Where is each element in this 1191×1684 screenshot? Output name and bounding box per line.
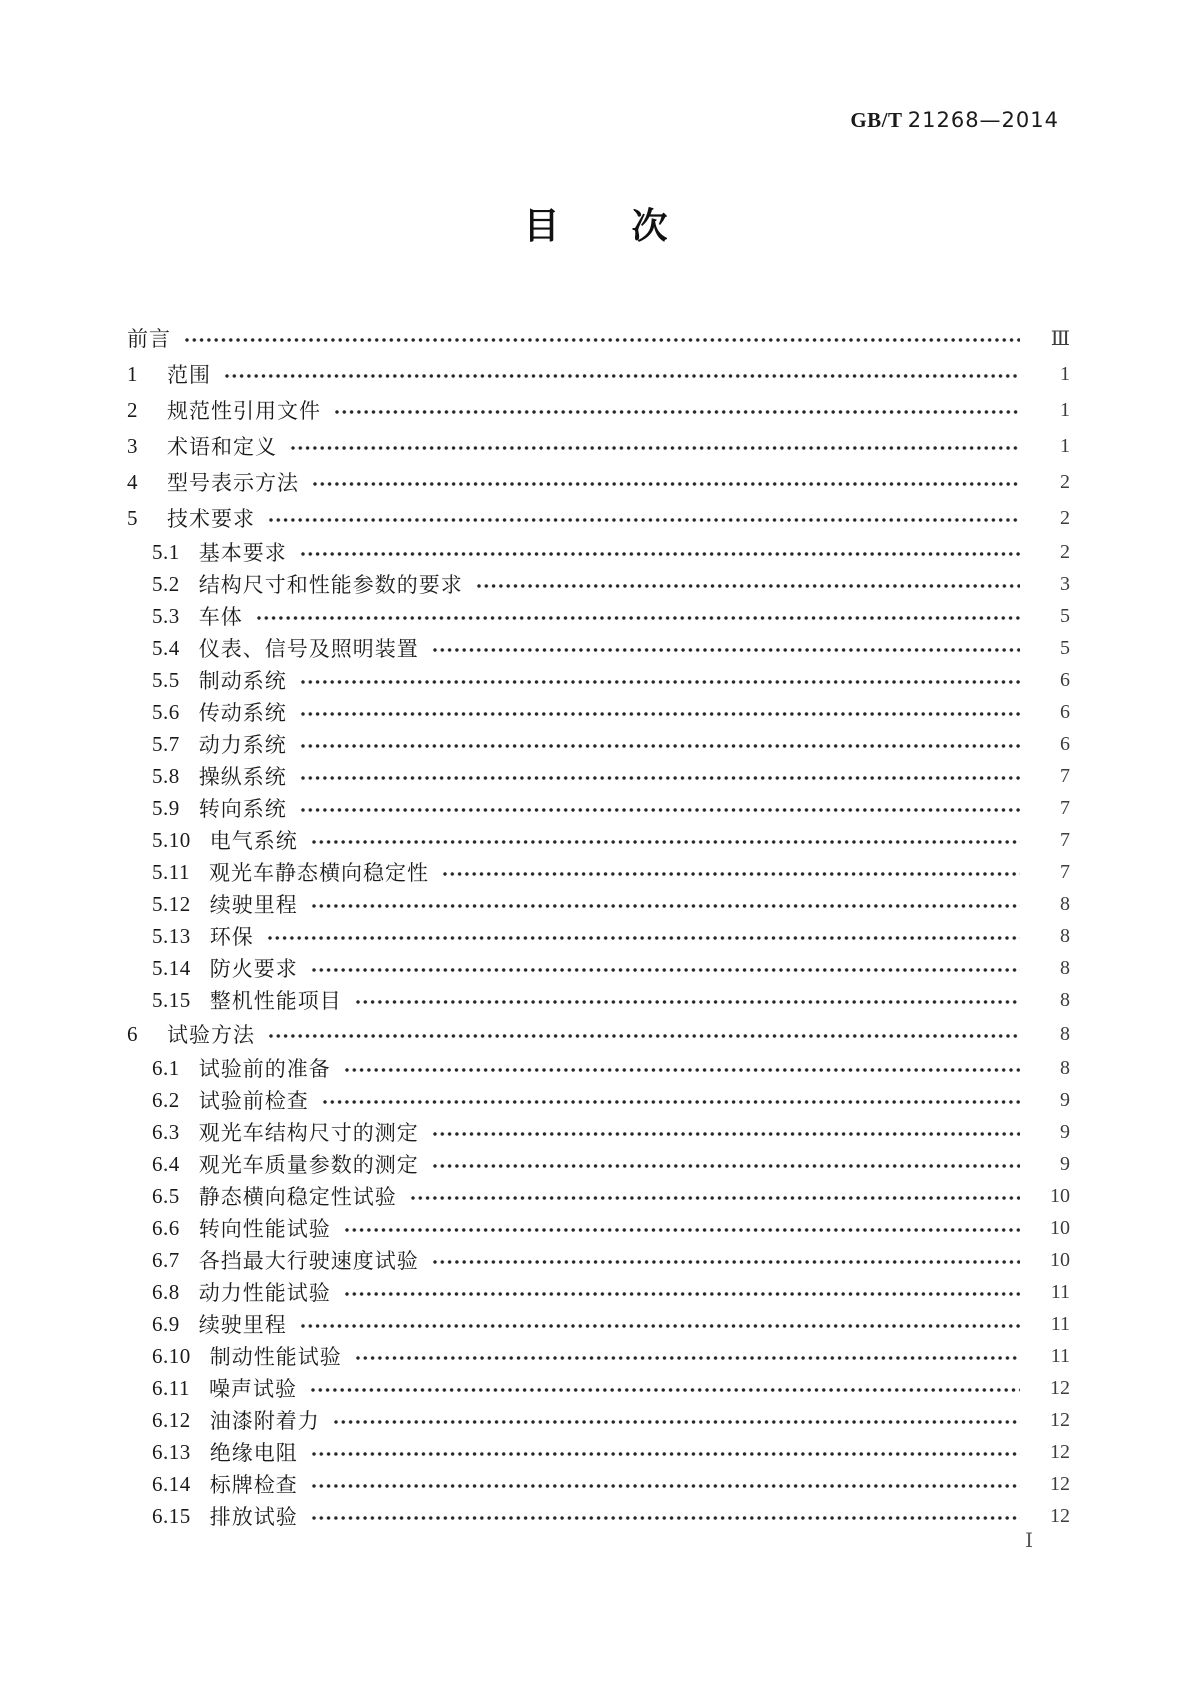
toc-entry-label: 范围 <box>167 363 211 387</box>
toc-entry-page: 7 <box>1060 828 1070 851</box>
toc-entry-page: 6 <box>1060 668 1070 691</box>
dot-leader <box>312 1452 1020 1456</box>
toc-entry <box>127 600 1070 632</box>
toc-entry-page: 9 <box>1060 1152 1070 1175</box>
toc-entry-label: 观光车质量参数的测定 <box>198 1153 419 1177</box>
toc-entry-page: 11 <box>1050 1312 1070 1335</box>
dot-leader <box>312 840 1020 844</box>
toc-entry-label: 电气系统 <box>209 829 298 853</box>
dot-leader <box>477 584 1020 588</box>
toc-entry-label: 试验前的准备 <box>198 1057 331 1081</box>
dot-leader <box>257 616 1020 620</box>
toc-entry-number: 5.10 <box>152 827 191 852</box>
toc-entry-page: 7 <box>1060 796 1070 819</box>
dot-leader <box>301 744 1020 748</box>
toc-entry-number: 6.12 <box>152 1407 191 1432</box>
toc-entry <box>127 1340 1070 1372</box>
document-header <box>850 108 1059 133</box>
toc-entry-label: 制动系统 <box>198 669 287 693</box>
toc-entry-page: 8 <box>1060 1056 1070 1079</box>
toc-entry-number: 6.15 <box>152 1503 191 1528</box>
dot-leader <box>291 446 1020 450</box>
toc-entry <box>127 356 1070 392</box>
footer-page-number: Ⅰ <box>1025 1530 1033 1552</box>
toc-entry-number: 5.8 <box>152 763 180 788</box>
toc-entry-label: 观光车静态横向稳定性 <box>208 861 429 885</box>
toc-entry <box>127 1148 1070 1180</box>
toc-entry-label: 术语和定义 <box>167 435 277 459</box>
dot-leader <box>356 1000 1020 1004</box>
toc-entry <box>127 1212 1070 1244</box>
toc-entry <box>127 920 1070 952</box>
toc-entry-number: 2 <box>127 397 138 422</box>
toc-entry-page: 2 <box>1060 540 1070 563</box>
dot-leader <box>433 1132 1020 1136</box>
toc-entry-page: 9 <box>1060 1120 1070 1143</box>
toc-entry-label: 试验方法 <box>167 1023 255 1047</box>
toc-entry-page: 1 <box>1060 398 1070 421</box>
toc-entry <box>127 664 1070 696</box>
toc-entry <box>127 1052 1070 1084</box>
toc-entry-page: 11 <box>1050 1344 1070 1367</box>
toc-entry-number: 1 <box>127 361 138 386</box>
toc-entry-number: 6.3 <box>152 1119 180 1144</box>
toc-entry <box>127 1116 1070 1148</box>
toc-entry-page: 1 <box>1060 434 1070 457</box>
toc-entry <box>127 500 1070 536</box>
dot-leader <box>268 936 1020 940</box>
toc-entry-page: 6 <box>1060 732 1070 755</box>
toc-entry-number: 5.13 <box>152 923 191 948</box>
dot-leader <box>334 1420 1020 1424</box>
dot-leader <box>345 1292 1020 1296</box>
toc-entry-label: 仪表、信号及照明装置 <box>198 637 419 661</box>
toc-entry <box>127 568 1070 600</box>
toc-entry-label: 转向系统 <box>198 797 287 821</box>
toc-entry-page: 1 <box>1060 362 1070 385</box>
toc-entry-page: 12 <box>1050 1472 1070 1495</box>
toc-entry <box>127 320 1070 356</box>
toc-entry-number: 6.9 <box>152 1311 180 1336</box>
dot-leader <box>433 1164 1020 1168</box>
dot-leader <box>185 338 1020 342</box>
toc-entry-number: 4 <box>127 469 138 494</box>
toc-entry-label: 绝缘电阻 <box>209 1441 298 1465</box>
dot-leader <box>345 1068 1020 1072</box>
toc-entry-page: 9 <box>1060 1088 1070 1111</box>
toc-entry-label: 防火要求 <box>209 957 298 981</box>
toc-entry <box>127 1404 1070 1436</box>
dot-leader <box>411 1196 1020 1200</box>
toc-entry-page: 2 <box>1060 470 1070 493</box>
toc-entry <box>127 760 1070 792</box>
toc-entry-page: 10 <box>1050 1248 1070 1271</box>
toc-entry-number: 5.2 <box>152 571 180 596</box>
toc-entry-number: 6.11 <box>152 1375 190 1400</box>
dot-leader <box>443 872 1020 876</box>
toc-entry-number: 5.9 <box>152 795 180 820</box>
toc-entry-page: 6 <box>1060 700 1070 723</box>
toc-entry <box>127 1436 1070 1468</box>
toc-entry-page: 10 <box>1050 1184 1070 1207</box>
toc-entry-number: 6 <box>127 1021 138 1046</box>
toc-entry-number: 6.5 <box>152 1183 180 1208</box>
toc-entry-label: 标牌检查 <box>209 1473 298 1497</box>
toc-entry-label: 型号表示方法 <box>167 471 299 495</box>
toc-entry <box>127 1372 1070 1404</box>
toc-entry-label: 观光车结构尺寸的测定 <box>198 1121 419 1145</box>
toc-entry-label: 动力系统 <box>198 733 287 757</box>
dot-leader <box>225 374 1020 378</box>
toc-entry-number: 5.11 <box>152 859 190 884</box>
dot-leader <box>433 1260 1020 1264</box>
toc-entry-number: 5.1 <box>152 539 180 564</box>
toc-entry <box>127 428 1070 464</box>
dot-leader <box>312 904 1020 908</box>
toc-entry-number: 5.6 <box>152 699 180 724</box>
toc-entry <box>127 1500 1070 1532</box>
dot-leader <box>323 1100 1020 1104</box>
toc-entry-page: 12 <box>1050 1408 1070 1431</box>
toc-entry-label: 传动系统 <box>198 701 287 725</box>
toc-entry-label: 环保 <box>209 925 254 949</box>
toc-entry-label: 结构尺寸和性能参数的要求 <box>198 573 463 597</box>
toc-entry-label: 排放试验 <box>209 1505 298 1529</box>
toc-entry-label: 基本要求 <box>198 541 287 565</box>
toc-entry-number: 6.13 <box>152 1439 191 1464</box>
toc-entry-page: 7 <box>1060 764 1070 787</box>
toc-entry-page: 5 <box>1060 636 1070 659</box>
toc-entry-page: 8 <box>1060 988 1070 1011</box>
toc-entry-label: 制动性能试验 <box>209 1345 342 1369</box>
dot-leader <box>356 1356 1020 1360</box>
toc-entry-page: Ⅲ <box>1050 327 1070 350</box>
toc-entry-number: 5.7 <box>152 731 180 756</box>
toc-entry-number: 6.8 <box>152 1279 180 1304</box>
toc-entry-number: 5.4 <box>152 635 180 660</box>
toc-entry <box>127 464 1070 500</box>
toc-entry <box>127 1468 1070 1500</box>
toc-entry <box>127 856 1070 888</box>
dot-leader <box>312 1516 1020 1520</box>
toc-entry-number: 6.14 <box>152 1471 191 1496</box>
dot-leader <box>301 1324 1020 1328</box>
dot-leader <box>345 1228 1020 1232</box>
toc-entry-label: 动力性能试验 <box>198 1281 331 1305</box>
toc-entry-number: 5.15 <box>152 987 191 1012</box>
standard-code-prefix: GB/T <box>850 108 903 132</box>
toc-entry-number: 6.1 <box>152 1055 180 1080</box>
toc-entry <box>127 1276 1070 1308</box>
toc-entry <box>127 984 1070 1016</box>
toc-entry-page: 7 <box>1060 860 1070 883</box>
toc-entry-label: 操纵系统 <box>198 765 287 789</box>
dot-leader <box>313 482 1020 486</box>
toc-entry <box>127 1016 1070 1052</box>
toc-entry-page: 2 <box>1060 506 1070 529</box>
dot-leader <box>301 712 1020 716</box>
toc-entry-label: 整机性能项目 <box>209 989 342 1013</box>
toc-entry-number: 3 <box>127 433 138 458</box>
toc-entry <box>127 696 1070 728</box>
toc-entry <box>127 1084 1070 1116</box>
toc-entry-number: 5.5 <box>152 667 180 692</box>
toc-entry-label: 油漆附着力 <box>209 1409 320 1433</box>
toc-entry-page: 11 <box>1050 1280 1070 1303</box>
dot-leader <box>311 1388 1020 1392</box>
toc-entry-label: 噪声试验 <box>208 1377 297 1401</box>
toc-entry <box>127 1180 1070 1212</box>
toc-entry <box>127 1244 1070 1276</box>
toc-entry <box>127 392 1070 428</box>
toc-entry-label: 试验前检查 <box>198 1089 309 1113</box>
toc-entry-label: 转向性能试验 <box>198 1217 331 1241</box>
dot-leader <box>335 410 1020 414</box>
toc-entry-page: 12 <box>1050 1504 1070 1527</box>
toc-entry-page: 8 <box>1060 1022 1070 1045</box>
dot-leader <box>312 1484 1020 1488</box>
toc-entry-number: 5.3 <box>152 603 180 628</box>
dot-leader <box>301 552 1020 556</box>
dot-leader <box>301 776 1020 780</box>
toc-entry-page: 10 <box>1050 1216 1070 1239</box>
toc-entry-number: 6.6 <box>152 1215 180 1240</box>
toc-entry-page: 8 <box>1060 956 1070 979</box>
toc-entry-page: 5 <box>1060 604 1070 627</box>
dot-leader <box>269 1034 1020 1038</box>
toc-entry-page: 12 <box>1050 1376 1070 1399</box>
toc-entry <box>127 792 1070 824</box>
toc-entry-label: 静态横向稳定性试验 <box>198 1185 397 1209</box>
dot-leader <box>301 808 1020 812</box>
toc-list <box>127 320 1070 1532</box>
toc-entry <box>127 728 1070 760</box>
toc-entry-page: 8 <box>1060 892 1070 915</box>
toc-entry <box>127 888 1070 920</box>
toc-entry-number: 6.4 <box>152 1151 180 1176</box>
toc-entry-label: 车体 <box>198 605 243 629</box>
toc-entry-number: 6.7 <box>152 1247 180 1272</box>
toc-entry-page: 12 <box>1050 1440 1070 1463</box>
toc-entry-label: 技术要求 <box>167 507 255 531</box>
toc-entry-number: 5.12 <box>152 891 191 916</box>
toc-entry-number: 6.10 <box>152 1343 191 1368</box>
toc-entry-label: 前言 <box>127 327 171 351</box>
toc-entry <box>127 824 1070 856</box>
toc-entry-number: 5 <box>127 505 138 530</box>
toc-entry-label: 续驶里程 <box>209 893 298 917</box>
standard-code-number: 21268—2014 <box>907 108 1059 132</box>
page-title: 目 次 <box>523 206 668 246</box>
toc-entry <box>127 632 1070 664</box>
toc-entry-label: 规范性引用文件 <box>167 399 321 423</box>
toc-entry <box>127 536 1070 568</box>
toc-entry <box>127 1308 1070 1340</box>
toc-entry-label: 续驶里程 <box>198 1313 287 1337</box>
dot-leader <box>312 968 1020 972</box>
dot-leader <box>301 680 1020 684</box>
dot-leader <box>269 518 1020 522</box>
toc-entry-number: 5.14 <box>152 955 191 980</box>
toc-entry-page: 8 <box>1060 924 1070 947</box>
toc-entry-label: 各挡最大行驶速度试验 <box>198 1249 419 1273</box>
dot-leader <box>433 648 1020 652</box>
toc-entry-number: 6.2 <box>152 1087 180 1112</box>
toc-entry-page: 3 <box>1060 572 1070 595</box>
toc-entry <box>127 952 1070 984</box>
